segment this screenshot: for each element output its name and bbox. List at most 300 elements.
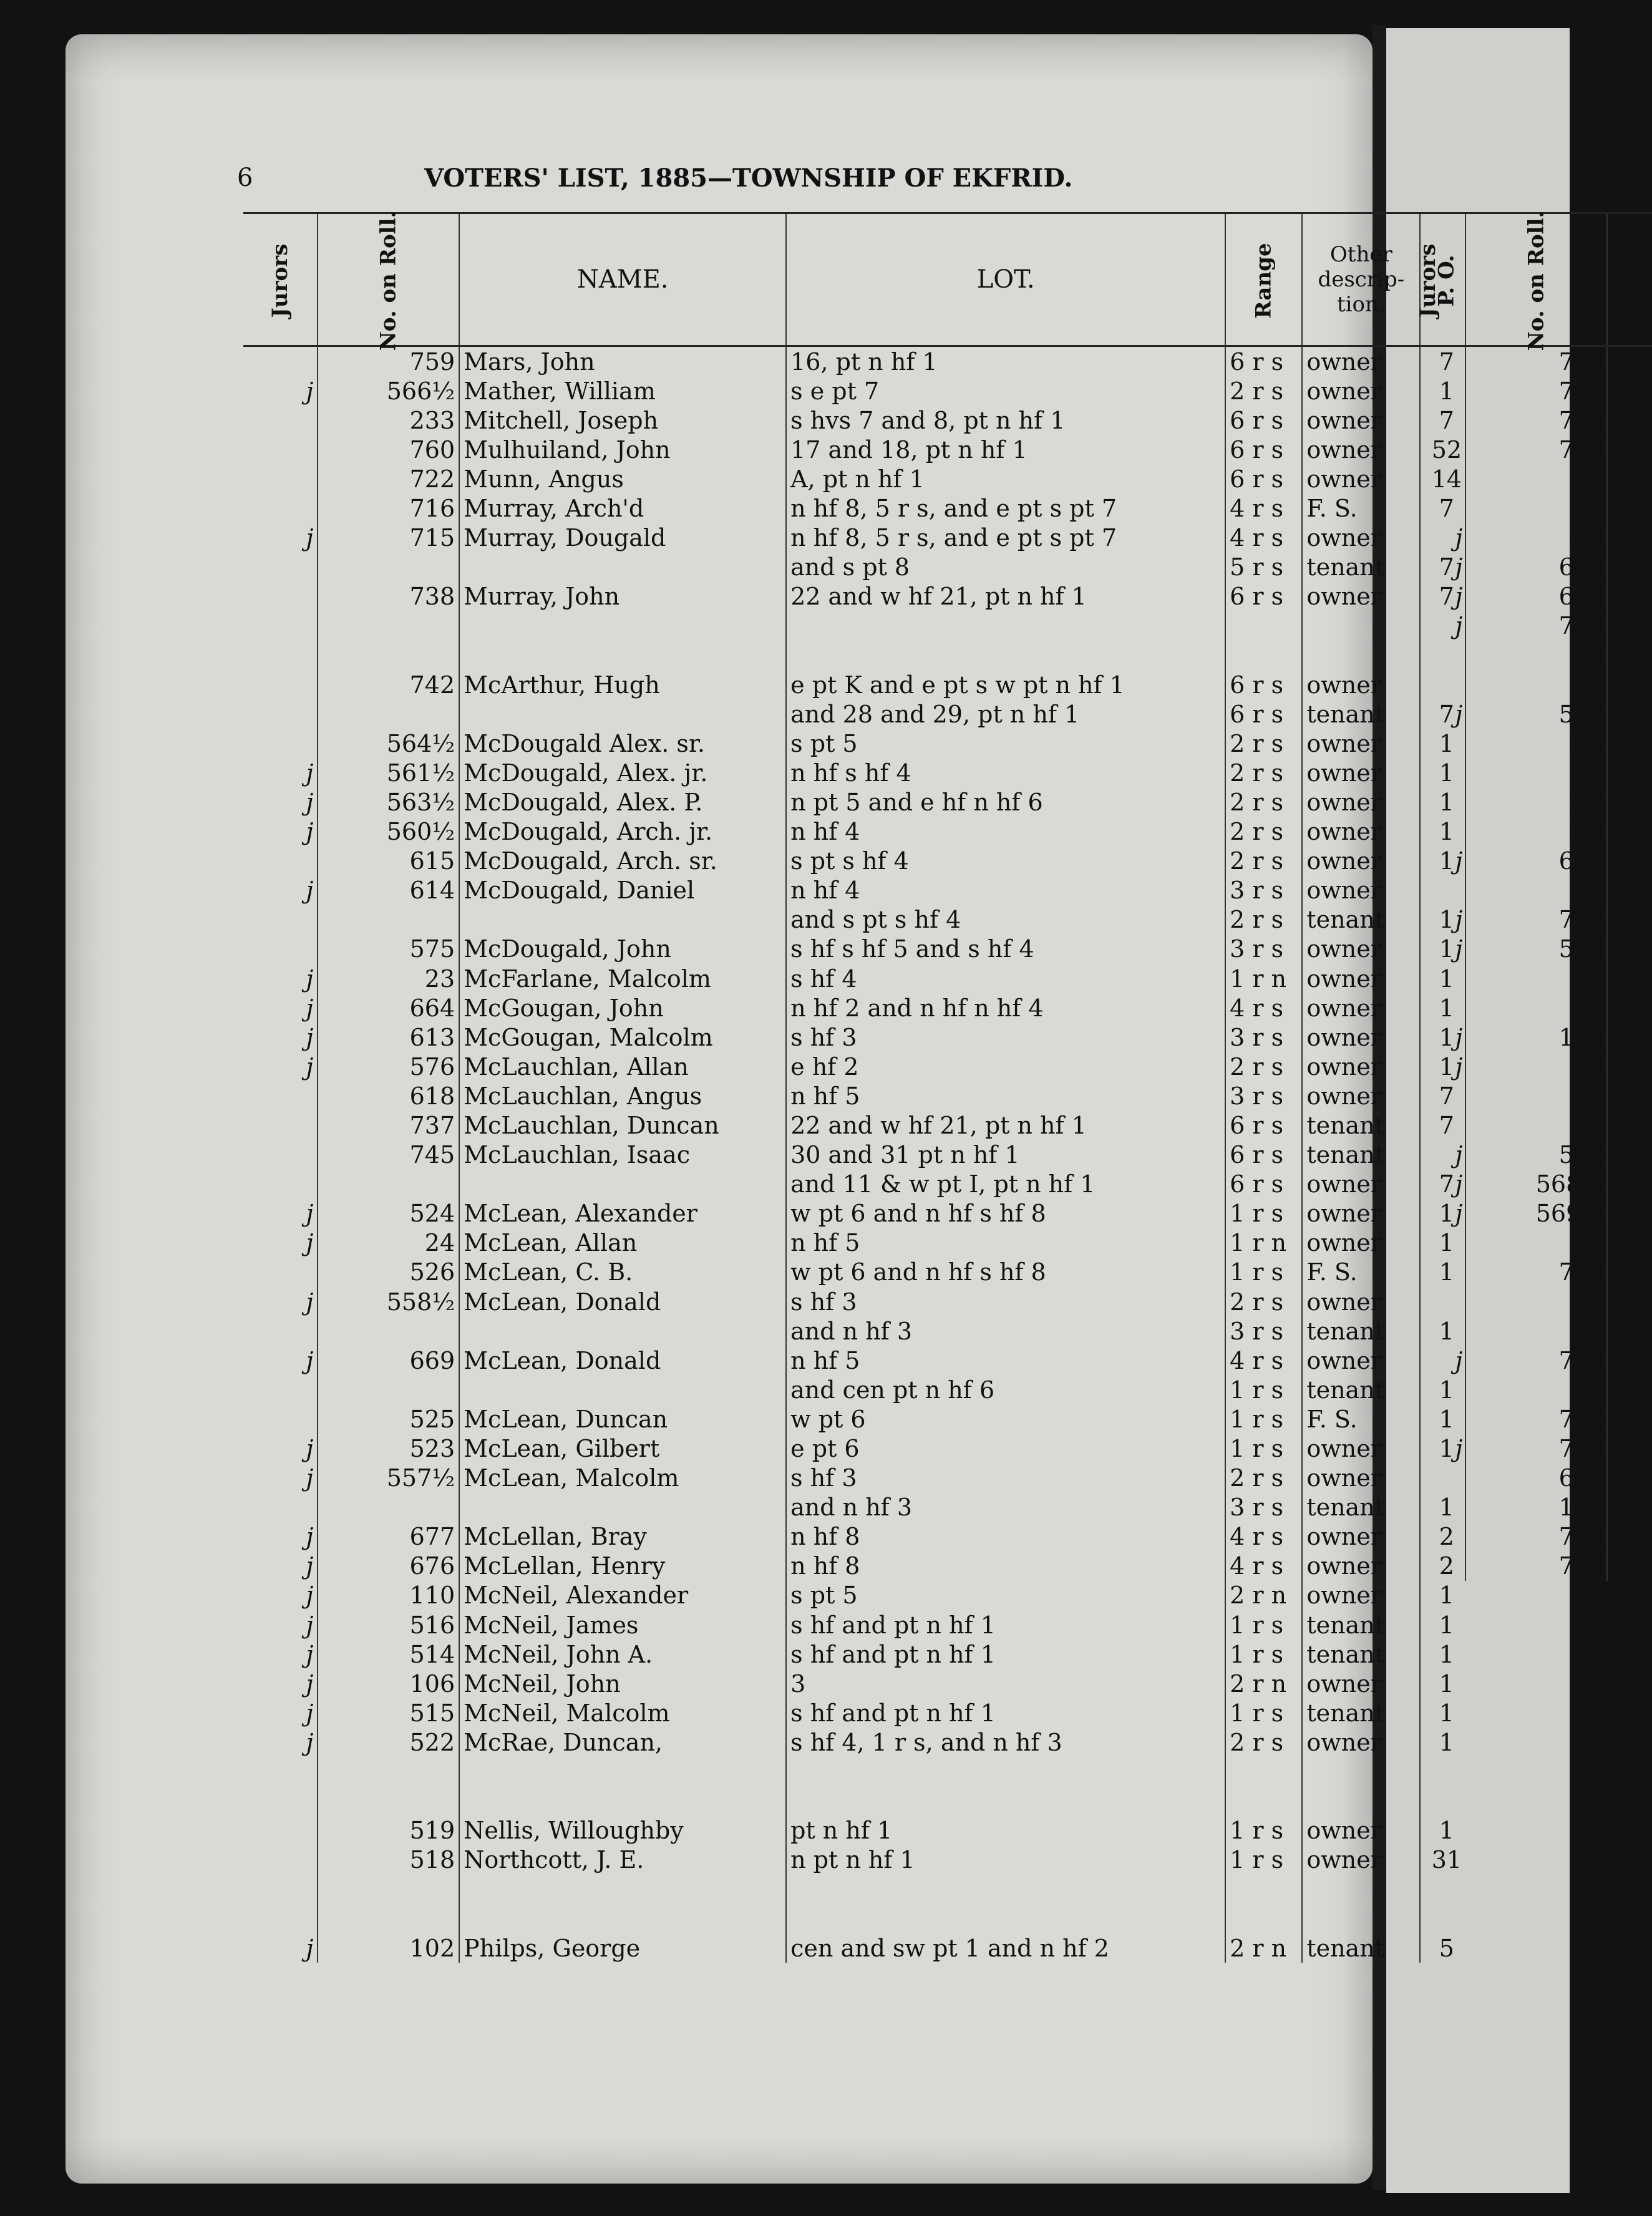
cell-name: McDougald, Arch. jr. bbox=[459, 817, 786, 847]
cell-po: 1 bbox=[1439, 1669, 1454, 1698]
rp-cell-j bbox=[1391, 964, 1465, 993]
cell-roll: 716 bbox=[318, 493, 459, 523]
cell-po: 7 bbox=[1439, 495, 1454, 523]
cell-rng: 2 r n bbox=[1225, 1933, 1302, 1963]
rp-cell-roll bbox=[1465, 464, 1607, 493]
table-row bbox=[243, 553, 1472, 582]
cell-rng: 2 r s bbox=[1225, 729, 1302, 758]
cell-po bbox=[1420, 1787, 1472, 1816]
cell-rng: 2 r s bbox=[1225, 1052, 1302, 1081]
cell-lot: s pt s hf 4 bbox=[786, 847, 1225, 876]
cell-desc: owner bbox=[1302, 876, 1420, 905]
cell-roll: 561½ bbox=[318, 758, 459, 787]
rp-cell-j bbox=[1391, 817, 1465, 847]
cell-name: Mitchell, Joseph bbox=[459, 406, 786, 435]
table-row bbox=[243, 1933, 1472, 1963]
cell-name: McLean, Donald bbox=[459, 1346, 786, 1375]
cell-po: 1 bbox=[1439, 965, 1454, 993]
cell-roll: 102 bbox=[318, 1933, 459, 1963]
cell-roll: 676 bbox=[318, 1552, 459, 1581]
cell-lot: and cen pt n hf 6 bbox=[786, 1375, 1225, 1404]
cell-lot: s hf and pt n hf 1 bbox=[786, 1698, 1225, 1728]
cell-po: 1 bbox=[1439, 847, 1454, 875]
cell-jur bbox=[243, 935, 318, 964]
table-row bbox=[243, 1522, 1472, 1552]
cell-name: McLean, Gilbert bbox=[459, 1434, 786, 1463]
rp-cell-j: j bbox=[1391, 1140, 1465, 1170]
cell-roll: 722 bbox=[318, 464, 459, 493]
rp-cell-j: j bbox=[1391, 1434, 1465, 1463]
cell-lot: w pt 6 bbox=[786, 1404, 1225, 1434]
rp-cell-roll: 568½ bbox=[1465, 1170, 1607, 1199]
cell-roll: 618 bbox=[318, 1081, 459, 1110]
table-row bbox=[243, 1404, 1472, 1434]
cell-lot: n hf 8 bbox=[786, 1522, 1225, 1552]
cell-lot: s hf 4 bbox=[786, 964, 1225, 993]
table-row bbox=[1391, 935, 1652, 964]
cell-name bbox=[459, 905, 786, 935]
rp-cell-roll bbox=[1465, 1110, 1607, 1140]
rp-cell-j bbox=[1391, 1287, 1465, 1316]
table-row bbox=[1391, 582, 1652, 611]
cell-lot bbox=[786, 611, 1225, 641]
rp-cell-name: Sp bbox=[1610, 700, 1642, 728]
rp-cell-j: j bbox=[1391, 847, 1465, 876]
cell-lot: n hf 5 bbox=[786, 1081, 1225, 1110]
cell-jur: j bbox=[243, 1199, 318, 1228]
cell-name: McLauchlan, Isaac bbox=[459, 1140, 786, 1170]
rp-cell-j bbox=[1391, 1258, 1465, 1287]
cell-rng: 6 r s bbox=[1225, 1170, 1302, 1199]
cell-jur bbox=[243, 553, 318, 582]
rp-cell-roll: 25 bbox=[1465, 729, 1607, 758]
table-row bbox=[1391, 1258, 1652, 1287]
cell-po: 7 bbox=[1439, 1170, 1454, 1198]
voters-table bbox=[243, 212, 1472, 1963]
cell-rng: 1 r s bbox=[1225, 1816, 1302, 1845]
cell-desc: tenant bbox=[1302, 1110, 1420, 1140]
cell-desc: tenant bbox=[1302, 699, 1420, 729]
cell-lot: w pt 6 and n hf s hf 8 bbox=[786, 1258, 1225, 1287]
cell-roll bbox=[318, 553, 459, 582]
cell-desc: owner bbox=[1302, 670, 1420, 699]
rp-cell-j bbox=[1391, 787, 1465, 817]
rp-cell-j bbox=[1391, 1552, 1465, 1581]
cell-rng: 6 r s bbox=[1225, 582, 1302, 611]
cell-jur: j bbox=[243, 817, 318, 847]
cell-lot: n hf 8, 5 r s, and e pt s pt 7 bbox=[786, 493, 1225, 523]
cell-name: McRae, Duncan, bbox=[459, 1728, 786, 1757]
cell-desc: owner bbox=[1302, 1228, 1420, 1258]
cell-desc: owner bbox=[1302, 376, 1420, 406]
cell-name: McFarlane, Malcolm bbox=[459, 964, 786, 993]
rp-cell-j: j bbox=[1391, 905, 1465, 935]
table-row bbox=[243, 787, 1472, 817]
right-page-table bbox=[1391, 212, 1652, 1581]
cell-name bbox=[459, 1757, 786, 1787]
cell-roll: 110 bbox=[318, 1581, 459, 1610]
rp-cell-name bbox=[1607, 1464, 1652, 1493]
rp-cell-roll: 512 bbox=[1465, 1140, 1607, 1170]
cell-desc: tenant bbox=[1302, 1140, 1420, 1170]
cell-jur bbox=[243, 1757, 318, 1787]
table-row bbox=[243, 758, 1472, 787]
cell-po: 1 bbox=[1439, 906, 1454, 934]
cell-rng bbox=[1225, 1757, 1302, 1787]
table-row bbox=[1391, 1199, 1652, 1228]
rp-cell-roll: 755 bbox=[1465, 406, 1607, 435]
cell-rng: 4 r s bbox=[1225, 523, 1302, 553]
cell-jur bbox=[243, 847, 318, 876]
cell-jur bbox=[243, 1904, 318, 1933]
col-name: NAME. bbox=[459, 213, 786, 346]
rp-cell-j bbox=[1391, 346, 1465, 377]
table-row bbox=[243, 1199, 1472, 1228]
cell-roll bbox=[318, 1493, 459, 1522]
rp-cell-roll: 104 bbox=[1465, 1493, 1607, 1522]
rp-cell-j: j bbox=[1391, 1170, 1465, 1199]
cell-po: 1 bbox=[1439, 759, 1454, 787]
col-roll: No. on Roll. bbox=[318, 213, 459, 346]
table-row bbox=[243, 1023, 1472, 1052]
cell-roll: 738 bbox=[318, 582, 459, 611]
cell-desc: owner bbox=[1302, 435, 1420, 464]
table-row bbox=[243, 1081, 1472, 1110]
cell-name: McLean, Allan bbox=[459, 1228, 786, 1258]
table-row bbox=[1391, 406, 1652, 435]
rp-cell-name bbox=[1607, 464, 1652, 493]
rp-cell-name: Re bbox=[1610, 347, 1643, 376]
cell-lot bbox=[786, 1757, 1225, 1787]
rp-cell-name bbox=[1607, 1110, 1652, 1140]
cell-jur bbox=[243, 1845, 318, 1875]
rp-cell-j bbox=[1391, 406, 1465, 435]
cell-po: 2 bbox=[1439, 1523, 1454, 1551]
cell-lot: 16, pt n hf 1 bbox=[786, 346, 1225, 377]
rp-cell-j: j bbox=[1391, 611, 1465, 641]
table-row bbox=[1391, 1170, 1652, 1199]
rp-cell-roll: 661 bbox=[1465, 1464, 1607, 1493]
cell-roll: 715 bbox=[318, 523, 459, 553]
cell-jur bbox=[243, 1258, 318, 1287]
cell-name: Nellis, Willoughby bbox=[459, 1816, 786, 1845]
cell-desc: owner bbox=[1302, 1287, 1420, 1316]
table-row bbox=[243, 1464, 1472, 1493]
rp-cell-roll: 520 bbox=[1465, 935, 1607, 964]
rp-cell-j: j bbox=[1391, 553, 1465, 582]
cell-rng: 6 r s bbox=[1225, 435, 1302, 464]
table-row bbox=[1391, 1404, 1652, 1434]
cell-rng: 2 r s bbox=[1225, 787, 1302, 817]
cell-name bbox=[459, 1875, 786, 1904]
rp-cell-name: Sa bbox=[1610, 524, 1641, 552]
cell-desc: owner bbox=[1302, 1464, 1420, 1493]
rp-cell-j: j bbox=[1391, 699, 1465, 729]
rp-cell-name bbox=[1607, 993, 1652, 1023]
cell-desc: tenant bbox=[1302, 1375, 1420, 1404]
cell-jur bbox=[243, 1140, 318, 1170]
cell-roll: 564½ bbox=[318, 729, 459, 758]
cell-name bbox=[459, 1375, 786, 1404]
cell-rng: 5 r s bbox=[1225, 553, 1302, 582]
rp-cell-roll bbox=[1465, 1287, 1607, 1316]
cell-lot: s hf 4, 1 r s, and n hf 3 bbox=[786, 1728, 1225, 1757]
cell-po: 14 bbox=[1431, 465, 1462, 493]
cell-lot: and 28 and 29, pt n hf 1 bbox=[786, 699, 1225, 729]
table-row bbox=[243, 1316, 1472, 1346]
cell-po: 7 bbox=[1439, 1111, 1454, 1139]
rp-cell-name: Ro bbox=[1610, 406, 1643, 434]
cell-roll bbox=[318, 905, 459, 935]
cell-rng: 6 r s bbox=[1225, 1110, 1302, 1140]
cell-jur bbox=[243, 670, 318, 699]
cell-rng bbox=[1225, 1875, 1302, 1904]
cell-roll: 523 bbox=[318, 1434, 459, 1463]
cell-roll bbox=[318, 1757, 459, 1787]
rp-cell-j: j bbox=[1391, 1199, 1465, 1228]
table-row bbox=[1391, 847, 1652, 876]
rp-cell-name: T bbox=[1610, 1170, 1626, 1198]
cell-desc: owner bbox=[1302, 1081, 1420, 1110]
cell-lot: 30 and 31 pt n hf 1 bbox=[786, 1140, 1225, 1170]
cell-desc: owner bbox=[1302, 1199, 1420, 1228]
rp-cell-name bbox=[1607, 1522, 1652, 1552]
cell-desc: F. S. bbox=[1302, 493, 1420, 523]
rp-cell-name: Sc bbox=[1610, 583, 1640, 611]
rp-cell-roll: 569½ bbox=[1465, 1199, 1607, 1228]
table-row bbox=[1391, 493, 1652, 523]
cell-rng: 3 r s bbox=[1225, 876, 1302, 905]
cell-desc: owner bbox=[1302, 847, 1420, 876]
cell-po: 1 bbox=[1439, 1611, 1454, 1639]
cell-name: McNeil, James bbox=[459, 1610, 786, 1640]
cell-jur bbox=[243, 1816, 318, 1845]
rp-cell-roll: 736 bbox=[1465, 1552, 1607, 1581]
cell-roll: 566½ bbox=[318, 376, 459, 406]
rp-cell-roll bbox=[1465, 993, 1607, 1023]
cell-name bbox=[459, 1170, 786, 1199]
rp-cell-roll bbox=[1465, 1375, 1607, 1404]
cell-rng: 2 r n bbox=[1225, 1669, 1302, 1698]
cell-name: McNeil, Malcolm bbox=[459, 1698, 786, 1728]
rp-cell-j bbox=[1391, 758, 1465, 787]
cell-roll: 526 bbox=[318, 1258, 459, 1287]
rp-cell-roll bbox=[1465, 876, 1607, 905]
cell-jur: j bbox=[243, 1728, 318, 1757]
cell-desc: owner bbox=[1302, 1669, 1420, 1698]
table-row bbox=[243, 641, 1472, 670]
rp-cell-name: St bbox=[1610, 818, 1636, 846]
cell-name: Murray, Arch'd bbox=[459, 493, 786, 523]
rp-cell-name bbox=[1607, 493, 1652, 523]
rp-cell-roll bbox=[1465, 964, 1607, 993]
table-row bbox=[243, 1904, 1472, 1933]
cell-roll: 576 bbox=[318, 1052, 459, 1081]
cell-po: 1 bbox=[1439, 788, 1454, 816]
cell-po: 1 bbox=[1439, 935, 1454, 963]
cell-po: 1 bbox=[1439, 1405, 1454, 1433]
table-row bbox=[243, 993, 1472, 1023]
cell-jur: j bbox=[243, 1464, 318, 1493]
rp-cell-roll: 739 bbox=[1465, 435, 1607, 464]
cell-rng: 3 r s bbox=[1225, 1316, 1302, 1346]
cell-rng: 2 r s bbox=[1225, 758, 1302, 787]
cell-lot: n hf 8 bbox=[786, 1552, 1225, 1581]
cell-rng bbox=[1225, 1904, 1302, 1933]
cell-rng: 6 r s bbox=[1225, 670, 1302, 699]
cell-name: McDougald, Alex. jr. bbox=[459, 758, 786, 787]
cell-rng: 2 r s bbox=[1225, 817, 1302, 847]
rp-cell-roll: 19 bbox=[1465, 1052, 1607, 1081]
cell-rng: 2 r s bbox=[1225, 905, 1302, 935]
cell-name: McDougald, Daniel bbox=[459, 876, 786, 905]
page-title: VOTERS' LIST, 1885—TOWNSHIP OF EKFRID. bbox=[424, 163, 1073, 193]
cell-roll bbox=[318, 1375, 459, 1404]
rp-cell-roll: 517 bbox=[1465, 699, 1607, 729]
cell-name: Philps, George bbox=[459, 1933, 786, 1963]
table-row bbox=[1391, 699, 1652, 729]
cell-jur: j bbox=[243, 1052, 318, 1081]
cell-po: 1 bbox=[1439, 1817, 1454, 1845]
rp-cell-j: j bbox=[1391, 582, 1465, 611]
rp-cell-roll: 27 bbox=[1465, 787, 1607, 817]
table-row bbox=[1391, 1375, 1652, 1404]
table-row bbox=[1391, 670, 1652, 699]
rp-cell-name bbox=[1607, 1434, 1652, 1463]
cell-desc: tenant bbox=[1302, 1493, 1420, 1522]
table-row bbox=[243, 1581, 1472, 1610]
rp-cell-j bbox=[1391, 1464, 1465, 1493]
table-row bbox=[243, 1140, 1472, 1170]
cell-lot: n hf 5 bbox=[786, 1346, 1225, 1375]
cell-roll: 737 bbox=[318, 1110, 459, 1140]
cell-roll: 613 bbox=[318, 1023, 459, 1052]
cell-roll: 759 bbox=[318, 346, 459, 377]
table-row bbox=[243, 493, 1472, 523]
cell-roll: 563½ bbox=[318, 787, 459, 817]
rp-col-roll: No. on Roll. bbox=[1465, 213, 1607, 346]
rp-cell-roll bbox=[1465, 758, 1607, 787]
cell-po: 1 bbox=[1439, 377, 1454, 405]
cell-jur bbox=[243, 699, 318, 729]
rp-cell-roll: 777 bbox=[1465, 905, 1607, 935]
cell-rng: 1 r s bbox=[1225, 1258, 1302, 1287]
cell-name: McLean, Malcolm bbox=[459, 1464, 786, 1493]
cell-desc: owner bbox=[1302, 1346, 1420, 1375]
cell-name: Munn, Angus bbox=[459, 464, 786, 493]
rp-cell-j bbox=[1391, 1493, 1465, 1522]
table-row bbox=[243, 699, 1472, 729]
cell-jur bbox=[243, 1110, 318, 1140]
cell-desc: F. S. bbox=[1302, 1258, 1420, 1287]
table-row bbox=[1391, 523, 1652, 553]
cell-po bbox=[1420, 1904, 1472, 1933]
table-row bbox=[1391, 376, 1652, 406]
table-row bbox=[1391, 758, 1652, 787]
cell-lot: s e pt 7 bbox=[786, 376, 1225, 406]
cell-roll: 669 bbox=[318, 1346, 459, 1375]
cell-rng: 3 r s bbox=[1225, 935, 1302, 964]
cell-po: 1 bbox=[1439, 1699, 1454, 1727]
col-lot: LOT. bbox=[786, 213, 1225, 346]
cell-desc: owner bbox=[1302, 346, 1420, 377]
cell-desc: owner bbox=[1302, 1522, 1420, 1552]
rp-cell-roll bbox=[1465, 1228, 1607, 1258]
rp-cell-roll: 768 bbox=[1465, 346, 1607, 377]
cell-lot: s pt 5 bbox=[786, 729, 1225, 758]
rp-cell-name: Sin bbox=[1610, 641, 1650, 669]
cell-po: 1 bbox=[1439, 1728, 1454, 1756]
cell-jur: j bbox=[243, 1287, 318, 1316]
cell-po: 7 bbox=[1439, 583, 1454, 611]
cell-desc bbox=[1302, 1904, 1420, 1933]
cell-lot: 22 and w hf 21, pt n hf 1 bbox=[786, 582, 1225, 611]
rp-cell-roll: 756 bbox=[1465, 1522, 1607, 1552]
cell-rng: 2 r s bbox=[1225, 376, 1302, 406]
cell-rng: 4 r s bbox=[1225, 1346, 1302, 1375]
table-row bbox=[1391, 1140, 1652, 1170]
cell-roll: 614 bbox=[318, 876, 459, 905]
cell-rng: 4 r s bbox=[1225, 493, 1302, 523]
cell-name: McLauchlan, Duncan bbox=[459, 1110, 786, 1140]
rp-cell-j bbox=[1391, 464, 1465, 493]
table-row bbox=[243, 376, 1472, 406]
cell-rng: 1 r s bbox=[1225, 1199, 1302, 1228]
cell-roll: 760 bbox=[318, 435, 459, 464]
cell-jur bbox=[243, 1404, 318, 1434]
cell-lot: n hf s hf 4 bbox=[786, 758, 1225, 787]
cell-name bbox=[459, 611, 786, 641]
table-row bbox=[243, 1875, 1472, 1904]
cell-roll bbox=[318, 1904, 459, 1933]
cell-name: McLean, Duncan bbox=[459, 1404, 786, 1434]
cell-roll: 525 bbox=[318, 1404, 459, 1434]
cell-po: 7 bbox=[1439, 1082, 1454, 1110]
cell-desc: owner bbox=[1302, 582, 1420, 611]
table-row bbox=[243, 611, 1472, 641]
cell-jur: j bbox=[243, 1522, 318, 1552]
cell-lot: e hf 2 bbox=[786, 1052, 1225, 1081]
rp-cell-j bbox=[1391, 376, 1465, 406]
table-row bbox=[1391, 553, 1652, 582]
rp-cell-j bbox=[1391, 1316, 1465, 1346]
table-row bbox=[1391, 1493, 1652, 1522]
cell-rng: 1 r s bbox=[1225, 1845, 1302, 1875]
cell-po: 7 bbox=[1439, 347, 1454, 376]
cell-rng: 1 r s bbox=[1225, 1640, 1302, 1669]
cell-name: McGougan, John bbox=[459, 993, 786, 1023]
cell-name: McNeil, John bbox=[459, 1669, 786, 1698]
cell-lot: and s pt s hf 4 bbox=[786, 905, 1225, 935]
cell-rng: 1 r s bbox=[1225, 1698, 1302, 1728]
rp-cell-name bbox=[1607, 1316, 1652, 1346]
cell-roll bbox=[318, 611, 459, 641]
rp-cell-roll bbox=[1465, 1316, 1607, 1346]
rp-cell-name bbox=[1607, 964, 1652, 993]
cell-jur bbox=[243, 1493, 318, 1522]
cell-name: McDougald, Alex. P. bbox=[459, 787, 786, 817]
cell-jur: j bbox=[243, 1610, 318, 1640]
table-row bbox=[243, 1698, 1472, 1728]
cell-lot: 22 and w hf 21, pt n hf 1 bbox=[786, 1110, 1225, 1140]
cell-rng: 2 r s bbox=[1225, 1464, 1302, 1493]
rp-cell-roll: 772 bbox=[1465, 1404, 1607, 1434]
rp-cell-j bbox=[1391, 993, 1465, 1023]
cell-lot bbox=[786, 1875, 1225, 1904]
cell-po: 1 bbox=[1439, 1258, 1454, 1286]
rp-cell-name bbox=[1607, 1493, 1652, 1522]
table-row bbox=[243, 1170, 1472, 1199]
